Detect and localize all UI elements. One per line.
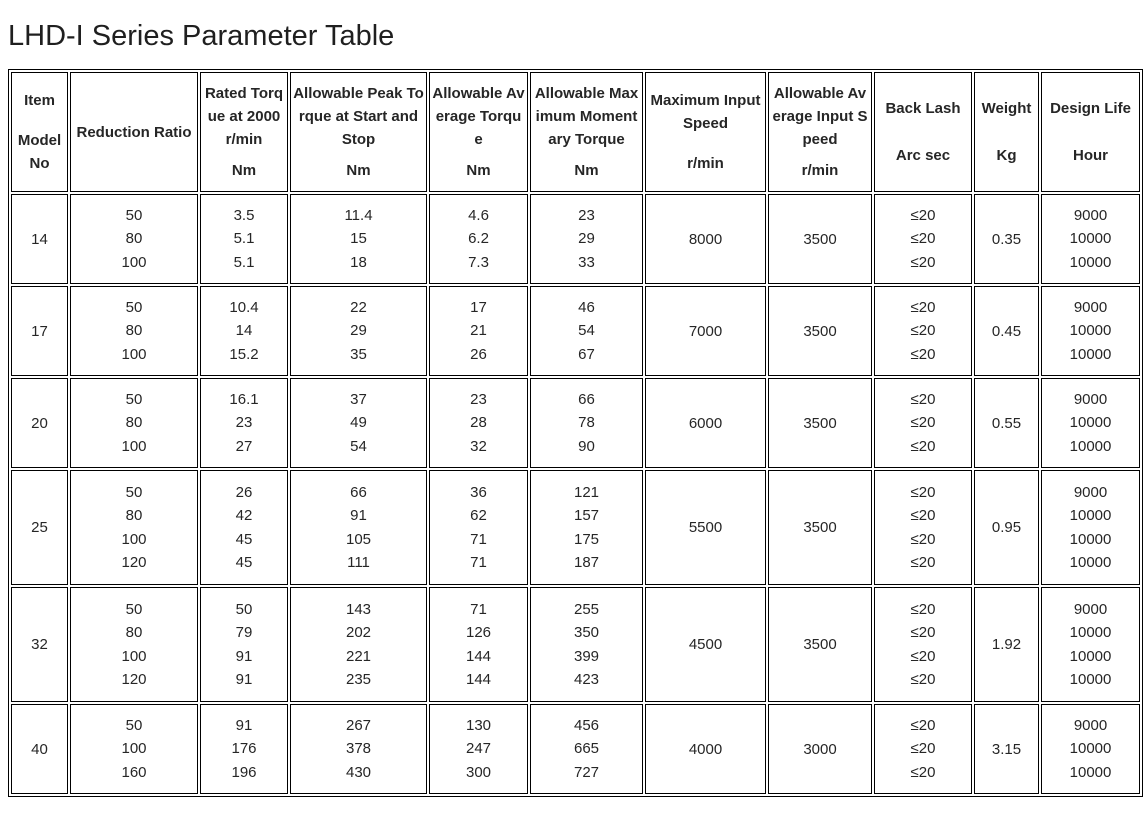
value-line: 91 — [235, 716, 253, 734]
cell-model: 20 — [11, 378, 68, 468]
value-line: 71 — [470, 530, 487, 548]
value-line: 35 — [350, 345, 367, 363]
value-line: 50 — [125, 483, 143, 501]
value-line: 80 — [125, 507, 143, 524]
value-line: 130 — [465, 716, 492, 734]
value-line: 29 — [350, 322, 367, 340]
value-line: 120 — [121, 554, 147, 571]
column-title: Allowable Maximum Momentary Torque — [534, 84, 639, 148]
value-line: ≤20 — [910, 554, 936, 571]
table-header-row — [11, 72, 1140, 192]
value-line: ≤20 — [910, 763, 936, 781]
value-line: 54 — [350, 437, 367, 455]
table-body — [11, 194, 1140, 794]
value-line: 126 — [465, 624, 492, 641]
value-line: 221 — [345, 647, 372, 665]
value-line: 91 — [235, 671, 253, 688]
cell-reduction-ratio — [70, 587, 198, 702]
value-line: 10000 — [1069, 437, 1112, 455]
value-line: 71 — [470, 600, 487, 618]
value-line: 10000 — [1069, 530, 1112, 548]
value-line: 91 — [235, 647, 253, 665]
value-line: 105 — [345, 530, 372, 548]
cell-avg-torque — [429, 704, 528, 794]
cell-avg-torque — [429, 378, 528, 468]
column-unit: Nm — [466, 162, 491, 180]
value-line: ≤20 — [910, 647, 936, 665]
value-line: 160 — [121, 763, 147, 781]
value-line: 121 — [573, 483, 600, 501]
value-line: 15.2 — [229, 345, 259, 363]
value-line: ≤20 — [910, 740, 936, 758]
value-line: 430 — [345, 763, 372, 781]
cell-rated-torque — [200, 704, 288, 794]
value-line: ≤20 — [910, 716, 936, 734]
column-title: Design Life — [1050, 100, 1131, 117]
cell-weight: 0.35 — [974, 194, 1039, 284]
value-line: 78 — [578, 414, 595, 432]
column-unit: Nm — [574, 162, 599, 180]
value-line: ≤20 — [910, 671, 936, 688]
value-line: 196 — [231, 763, 257, 781]
value-line: 80 — [125, 322, 143, 340]
value-line: ≤20 — [910, 530, 936, 548]
value-line: ≤20 — [910, 483, 936, 501]
value-line: 79 — [235, 624, 253, 641]
value-line: 100 — [121, 253, 147, 271]
value-line: 26 — [235, 483, 253, 501]
cell-weight: 0.55 — [974, 378, 1039, 468]
column-unit: Model No — [17, 131, 62, 172]
column-unit: Kg — [996, 147, 1017, 164]
value-line: 54 — [578, 322, 595, 340]
cell-back-lash — [874, 704, 972, 794]
value-line: 66 — [350, 483, 367, 501]
value-line: 46 — [578, 298, 595, 316]
column-header-allowable-peak-torque-at-start-and-stop — [290, 72, 427, 192]
column-header-design-life — [1041, 72, 1140, 192]
cell-model: 32 — [11, 587, 68, 702]
cell-design-life — [1041, 587, 1140, 702]
value-line: 15 — [350, 230, 367, 248]
column-header-weight — [974, 72, 1039, 192]
value-line: 33 — [578, 253, 595, 271]
column-unit: r/min — [801, 162, 839, 180]
value-line: 28 — [470, 414, 487, 432]
value-line: 9000 — [1073, 298, 1108, 316]
cell-avg-torque — [429, 286, 528, 376]
value-line: ≤20 — [910, 390, 936, 408]
value-line: 456 — [573, 716, 600, 734]
cell-peak-torque — [290, 587, 427, 702]
cell-peak-torque — [290, 704, 427, 794]
column-title: Item — [24, 92, 55, 110]
cell-avg-input-speed: 3500 — [768, 286, 872, 376]
value-line: 10000 — [1069, 507, 1112, 524]
cell-design-life — [1041, 378, 1140, 468]
value-line: 50 — [125, 600, 143, 618]
cell-model: 25 — [11, 470, 68, 585]
cell-design-life — [1041, 286, 1140, 376]
cell-model: 14 — [11, 194, 68, 284]
table-row-model-25 — [11, 470, 1140, 585]
cell-max-input-speed: 4500 — [645, 587, 766, 702]
value-line: 10000 — [1069, 414, 1112, 432]
cell-max-input-speed: 5500 — [645, 470, 766, 585]
value-line: 10000 — [1069, 554, 1112, 571]
value-line: 91 — [350, 507, 367, 524]
value-line: 10000 — [1069, 253, 1112, 271]
table-row-model-40 — [11, 704, 1140, 794]
value-line: 143 — [345, 600, 372, 618]
value-line: 10000 — [1069, 763, 1112, 781]
value-line: ≤20 — [910, 437, 936, 455]
value-line: 45 — [235, 530, 253, 548]
column-title: Reduction Ratio — [76, 123, 192, 141]
value-line: ≤20 — [910, 322, 936, 340]
cell-max-input-speed: 7000 — [645, 286, 766, 376]
value-line: 10000 — [1069, 322, 1112, 340]
value-line: 23 — [235, 414, 253, 432]
cell-avg-torque — [429, 194, 528, 284]
value-line: 50 — [125, 298, 143, 316]
cell-peak-torque — [290, 286, 427, 376]
cell-max-input-speed: 8000 — [645, 194, 766, 284]
cell-reduction-ratio — [70, 194, 198, 284]
value-line: 187 — [573, 554, 600, 571]
cell-back-lash — [874, 470, 972, 585]
cell-avg-input-speed: 3500 — [768, 587, 872, 702]
cell-rated-torque — [200, 587, 288, 702]
value-line: 50 — [125, 206, 143, 224]
value-line: 727 — [573, 763, 600, 781]
value-line: 423 — [573, 671, 600, 688]
value-line: 90 — [578, 437, 595, 455]
value-line: 255 — [573, 600, 600, 618]
value-line: 62 — [470, 507, 487, 524]
value-line: 32 — [470, 437, 487, 455]
value-line: 7.3 — [468, 253, 489, 271]
value-line: 23 — [470, 390, 487, 408]
cell-back-lash — [874, 587, 972, 702]
column-title: Rated Torque at 2000 r/min — [204, 84, 284, 148]
table-row-model-17 — [11, 286, 1140, 376]
value-line: 21 — [470, 322, 487, 340]
column-unit: Nm — [346, 162, 371, 180]
cell-weight: 3.15 — [974, 704, 1039, 794]
value-line: 300 — [465, 763, 492, 781]
value-line: 50 — [125, 716, 143, 734]
cell-avg-input-speed: 3500 — [768, 378, 872, 468]
value-line: 14 — [235, 322, 253, 340]
value-line: 9000 — [1073, 390, 1108, 408]
cell-back-lash — [874, 378, 972, 468]
value-line: 350 — [573, 624, 600, 641]
value-line: 80 — [125, 230, 143, 248]
value-line: 17 — [470, 298, 487, 316]
cell-peak-torque — [290, 470, 427, 585]
cell-reduction-ratio — [70, 704, 198, 794]
table-row-model-20 — [11, 378, 1140, 468]
column-header-item — [11, 72, 68, 192]
cell-avg-input-speed: 3500 — [768, 194, 872, 284]
value-line: 66 — [578, 390, 595, 408]
value-line: ≤20 — [910, 345, 936, 363]
cell-max-input-speed: 6000 — [645, 378, 766, 468]
value-line: ≤20 — [910, 206, 936, 224]
value-line: 6.2 — [468, 230, 489, 248]
cell-weight: 0.95 — [974, 470, 1039, 585]
value-line: 10000 — [1069, 647, 1112, 665]
column-unit: Hour — [1073, 147, 1108, 164]
value-line: ≤20 — [910, 298, 936, 316]
value-line: 144 — [465, 671, 492, 688]
cell-design-life — [1041, 470, 1140, 585]
column-title: Weight — [981, 100, 1032, 117]
column-title: Allowable Average Torque — [432, 84, 525, 148]
value-line: 37 — [350, 390, 367, 408]
value-line: 111 — [347, 554, 370, 571]
column-header-allowable-average-torque — [429, 72, 528, 192]
value-line: 45 — [235, 554, 253, 571]
value-line: 10000 — [1069, 230, 1112, 248]
value-line: 665 — [573, 740, 600, 758]
cell-peak-torque — [290, 378, 427, 468]
cell-momentary-torque — [530, 378, 643, 468]
value-line: 22 — [350, 298, 367, 316]
value-line: 80 — [125, 414, 143, 432]
value-line: 399 — [573, 647, 600, 665]
page-title: LHD-I Series Parameter Table — [8, 20, 395, 52]
value-line: 80 — [125, 624, 143, 641]
value-line: 100 — [121, 345, 147, 363]
value-line: ≤20 — [910, 600, 936, 618]
cell-avg-input-speed: 3500 — [768, 470, 872, 585]
value-line: 175 — [573, 530, 600, 548]
value-line: 5.1 — [233, 253, 255, 271]
cell-rated-torque — [200, 470, 288, 585]
value-line: 202 — [345, 624, 372, 641]
value-line: 10000 — [1069, 345, 1112, 363]
value-line: 9000 — [1073, 716, 1108, 734]
value-line: 10000 — [1069, 671, 1112, 688]
value-line: 378 — [345, 740, 372, 758]
value-line: 235 — [345, 671, 372, 688]
column-header-reduction-ratio — [70, 72, 198, 192]
cell-reduction-ratio — [70, 470, 198, 585]
cell-weight: 0.45 — [974, 286, 1039, 376]
cell-rated-torque — [200, 286, 288, 376]
value-line: 49 — [350, 414, 367, 432]
column-header-rated-torque-at-2000-r-min — [200, 72, 288, 192]
value-line: 27 — [235, 437, 253, 455]
value-line: 9000 — [1073, 600, 1108, 618]
column-header-back-lash — [874, 72, 972, 192]
value-line: 16.1 — [229, 390, 259, 408]
cell-design-life — [1041, 194, 1140, 284]
value-line: ≤20 — [910, 253, 936, 271]
value-line: 157 — [573, 507, 600, 524]
cell-design-life — [1041, 704, 1140, 794]
cell-momentary-torque — [530, 194, 643, 284]
value-line: ≤20 — [910, 414, 936, 432]
cell-momentary-torque — [530, 286, 643, 376]
value-line: 144 — [465, 647, 492, 665]
value-line: 10.4 — [229, 298, 259, 316]
cell-peak-torque — [290, 194, 427, 284]
cell-model: 17 — [11, 286, 68, 376]
cell-avg-input-speed: 3000 — [768, 704, 872, 794]
value-line: 267 — [345, 716, 372, 734]
cell-reduction-ratio — [70, 378, 198, 468]
column-title: Allowable Average Input Speed — [772, 84, 868, 148]
value-line: 29 — [578, 230, 595, 248]
value-line: 36 — [470, 483, 487, 501]
cell-weight: 1.92 — [974, 587, 1039, 702]
cell-reduction-ratio — [70, 286, 198, 376]
value-line: 100 — [121, 437, 147, 455]
value-line: 67 — [578, 345, 595, 363]
column-unit: Arc sec — [895, 147, 951, 164]
column-header-allowable-maximum-momentary-torque — [530, 72, 643, 192]
value-line: 100 — [121, 530, 147, 548]
value-line: 9000 — [1073, 483, 1108, 501]
value-line: 5.1 — [233, 230, 255, 248]
value-line: 10000 — [1069, 624, 1112, 641]
cell-back-lash — [874, 194, 972, 284]
table-row-model-14 — [11, 194, 1140, 284]
value-line: 23 — [578, 206, 595, 224]
value-line: 71 — [470, 554, 487, 571]
column-header-maximum-input-speed — [645, 72, 766, 192]
value-line: 50 — [235, 600, 253, 618]
value-line: 100 — [121, 740, 147, 758]
value-line: ≤20 — [910, 624, 936, 641]
cell-rated-torque — [200, 378, 288, 468]
cell-momentary-torque — [530, 470, 643, 585]
value-line: 26 — [470, 345, 487, 363]
cell-momentary-torque — [530, 704, 643, 794]
cell-momentary-torque — [530, 587, 643, 702]
value-line: ≤20 — [910, 230, 936, 248]
value-line: 42 — [235, 507, 253, 524]
cell-avg-torque — [429, 587, 528, 702]
parameter-table — [8, 69, 1143, 797]
cell-rated-torque — [200, 194, 288, 284]
value-line: 9000 — [1073, 206, 1108, 224]
column-title: Back Lash — [885, 100, 961, 117]
value-line: 4.6 — [468, 206, 489, 224]
column-title: Maximum Input Speed — [650, 92, 761, 133]
value-line: 11.4 — [344, 206, 373, 224]
table-row-model-32 — [11, 587, 1140, 702]
value-line: ≤20 — [910, 507, 936, 524]
column-unit: r/min — [687, 154, 724, 172]
cell-avg-torque — [429, 470, 528, 585]
value-line: 10000 — [1069, 740, 1112, 758]
value-line: 18 — [350, 253, 367, 271]
column-unit: Nm — [231, 162, 257, 180]
value-line: 50 — [125, 390, 143, 408]
cell-model: 40 — [11, 704, 68, 794]
cell-max-input-speed: 4000 — [645, 704, 766, 794]
value-line: 176 — [231, 740, 257, 758]
value-line: 120 — [121, 671, 147, 688]
value-line: 3.5 — [233, 206, 255, 224]
column-title: Allowable Peak Torque at Start and Stop — [293, 84, 424, 148]
value-line: 247 — [465, 740, 492, 758]
column-header-allowable-average-input-speed — [768, 72, 872, 192]
cell-back-lash — [874, 286, 972, 376]
value-line: 100 — [121, 647, 147, 665]
